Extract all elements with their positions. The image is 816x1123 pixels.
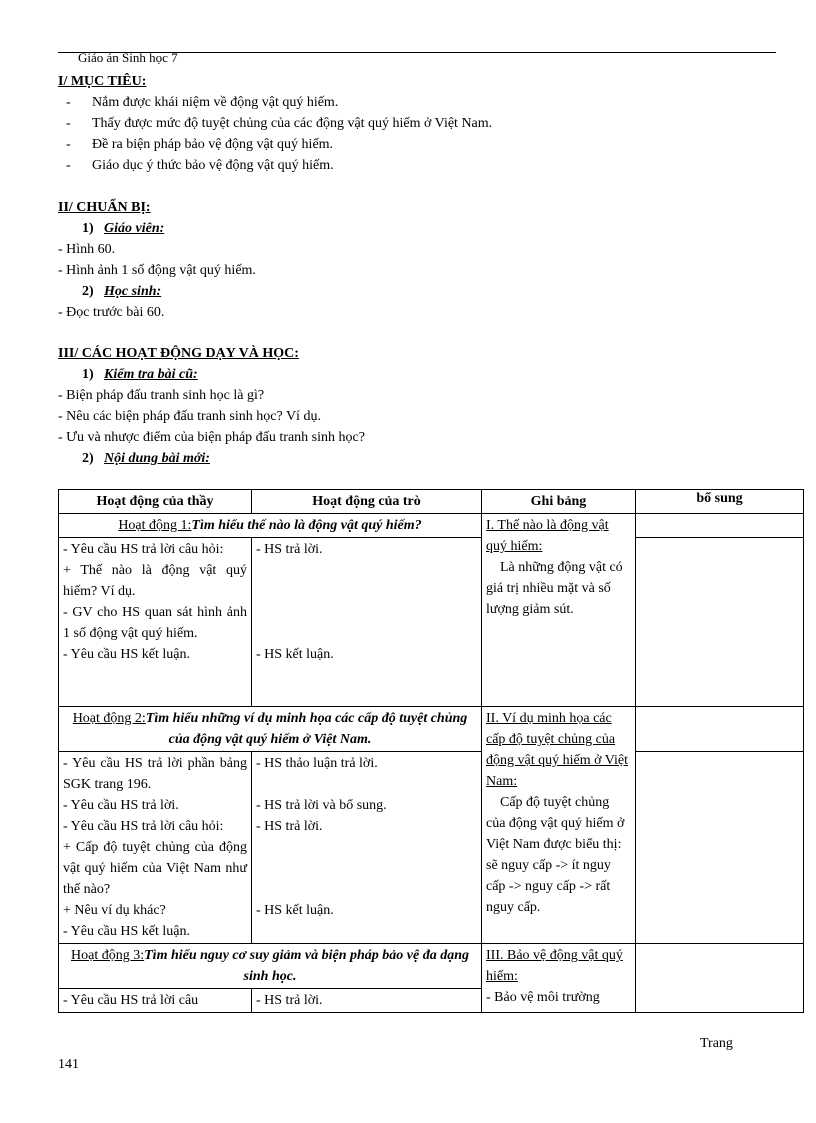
- board-note: III. Bảo vệ động vật quý hiếm: - Bảo vệ môi trường: [482, 944, 636, 1013]
- subheading-teacher: 1) Giáo viên:: [82, 221, 165, 236]
- section-activities: [58, 344, 778, 469]
- content-row: [59, 752, 804, 944]
- student-item: - Đọc trước bài 60.: [58, 305, 165, 320]
- board-note: II. Ví dụ minh họa các cấp độ tuyệt chủng của động vật quý hiếm ở Việt Nam: Cấp độ tuyệt chủng của động vật quý hiếm ở Việt Nam được biểu thị: sẽ nguy cấp -> ít nguy cấp -> nguy cấp -> rất nguy cấp.: [482, 707, 636, 944]
- extra-cell: [636, 538, 804, 707]
- header-teacher: Hoạt động của thầy: [59, 490, 252, 514]
- subheading-new-content: 2) Nội dung bài mới:: [82, 451, 210, 466]
- header-student: Hoạt động của trò: [252, 490, 482, 514]
- objective-item: - Đề ra biện pháp bảo vệ động vật quý hiếm.: [66, 137, 334, 152]
- section-title-activities: III/ CÁC HOẠT ĐỘNG DẠY VÀ HỌC:: [58, 346, 299, 361]
- header-extra: bổ sung: [636, 490, 804, 514]
- activity-title: Hoạt động 2:Tìm hiểu những ví dụ minh họa các cấp độ tuyệt chủng của động vật quý hiếm ở Việt Nam.: [59, 707, 482, 752]
- objective-item: - Giáo dục ý thức bảo vệ động vật quý hiếm.: [66, 158, 334, 173]
- subheading-student: 2) Học sinh:: [82, 284, 162, 299]
- header-title: Giáo án Sinh học 7: [78, 50, 178, 65]
- section-preparation: [58, 198, 778, 323]
- objective-item: - Thấy được mức độ tuyệt chủng của các động vật quý hiếm ở Việt Nam.: [66, 116, 493, 131]
- page-number: 141: [58, 1057, 79, 1072]
- check-item: - Nêu các biện pháp đấu tranh sinh học? Ví dụ.: [58, 409, 321, 424]
- check-item: - Biện pháp đấu tranh sinh học là gì?: [58, 388, 265, 403]
- section-objectives: [58, 72, 778, 176]
- extra-cell: [636, 707, 804, 752]
- check-item: - Ưu và nhược điểm của biện pháp đấu tranh sinh học?: [58, 430, 365, 445]
- table-header-row: [59, 490, 804, 514]
- teacher-activity: - Yêu cầu HS trả lời phần bảng SGK trang 196. - Yêu cầu HS trả lời. - Yêu cầu HS trả lời câu hỏi: + Cấp độ tuyệt chủng của động vật quý hiếm của Việt Nam như thế nào? + Nêu ví dụ khác? - Yêu cầu HS kết luận.: [59, 752, 252, 944]
- student-activity: - HS trả lời. - HS kết luận.: [252, 538, 482, 707]
- section-title-preparation: II/ CHUẨN BỊ:: [58, 200, 151, 215]
- teacher-activity: - Yêu cầu HS trả lời câu hỏi: + Thế nào là động vật quý hiếm? Ví dụ. - GV cho HS quan sát hình ảnh 1 số động vật quý hiếm. - Yêu cầu HS kết luận.: [59, 538, 252, 707]
- section-title-objectives: I/ MỤC TIÊU:: [58, 74, 147, 89]
- teacher-activity: - Yêu cầu HS trả lời câu: [59, 989, 252, 1013]
- header-board: Ghi bảng: [482, 490, 636, 514]
- lesson-table: [58, 489, 804, 1013]
- objective-item: - Nắm được khái niệm về động vật quý hiếm.: [66, 95, 339, 110]
- activity-title: Hoạt động 3:Tìm hiểu nguy cơ suy giảm và biện pháp bảo vệ đa dạng sinh học.: [59, 944, 482, 989]
- content-row: [59, 538, 804, 707]
- activity-row: [59, 514, 804, 538]
- teacher-item: - Hình 60.: [58, 242, 116, 257]
- board-note: I. Thế nào là động vật quý hiếm: Là những động vật có giá trị nhiều mặt và số lượng giảm sút.: [482, 514, 636, 707]
- subheading-check: 1) Kiểm tra bài cũ:: [82, 367, 198, 382]
- student-activity: - HS trả lời.: [252, 989, 482, 1013]
- activity-row: [59, 707, 804, 752]
- footer-trang: Trang: [700, 1036, 733, 1051]
- extra-cell: [636, 752, 804, 944]
- activity-title: Hoạt động 1:Tìm hiểu thế nào là động vật quý hiếm?: [59, 514, 482, 538]
- student-activity: - HS thảo luận trả lời. - HS trả lời và bổ sung. - HS trả lời. - HS kết luận.: [252, 752, 482, 944]
- extra-cell: [636, 944, 804, 1013]
- activity-row: [59, 944, 804, 989]
- teacher-item: - Hình ảnh 1 số động vật quý hiếm.: [58, 263, 256, 278]
- extra-cell: [636, 514, 804, 538]
